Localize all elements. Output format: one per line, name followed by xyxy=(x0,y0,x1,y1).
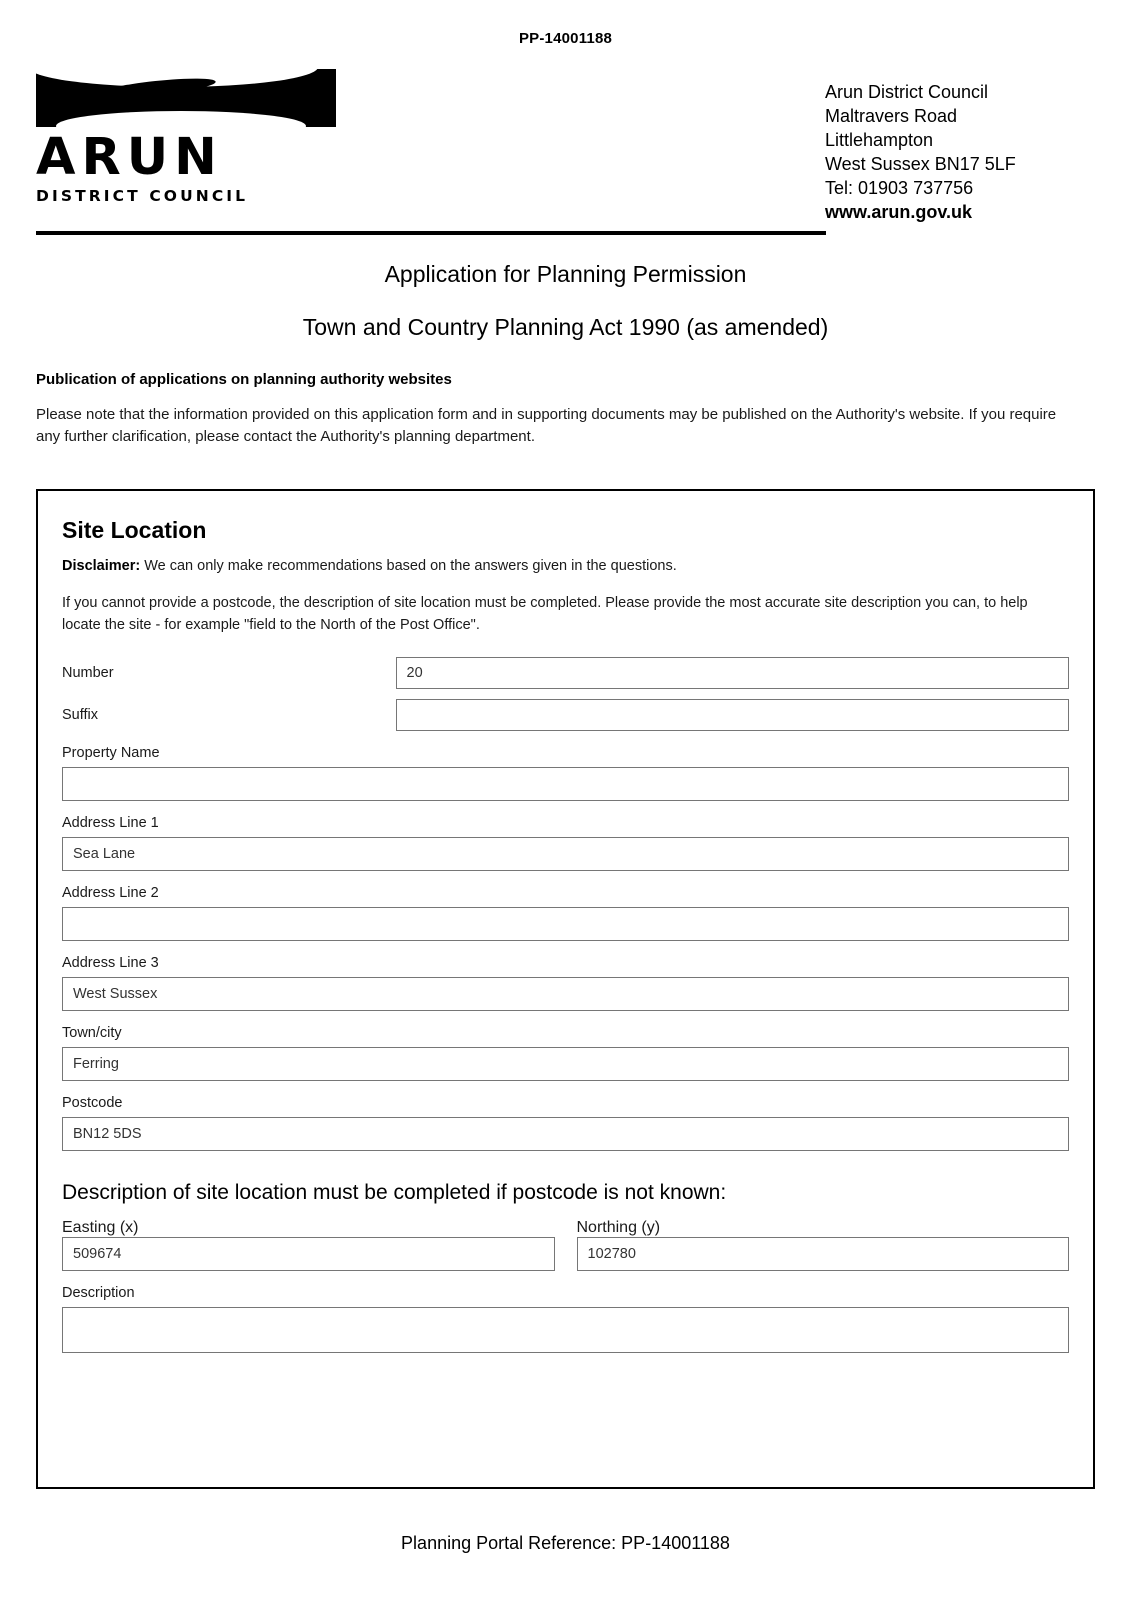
field-row-easting xyxy=(62,1219,555,1271)
document-reference-top: PP-14001188 xyxy=(518,30,613,47)
number-input[interactable]: 20 xyxy=(396,657,1070,689)
easting-input[interactable]: 509674 xyxy=(62,1237,555,1271)
page-subtitle: Town and Country Planning Act 1990 (as amended) xyxy=(302,313,829,340)
site-location-section xyxy=(36,489,1095,1489)
disclaimer-text: We can only make recommendations based on the answers given in the questions. xyxy=(140,557,677,574)
suffix-input[interactable] xyxy=(396,699,1070,731)
postcode-label: Postcode xyxy=(62,1094,123,1111)
field-row-suffix xyxy=(62,699,1069,731)
address-line-1: Arun District Council xyxy=(825,82,989,102)
field-row-number xyxy=(62,657,1069,689)
postcode-input[interactable]: BN12 5DS xyxy=(62,1117,1069,1151)
northing-label: Northing (y) xyxy=(576,1218,661,1236)
header-divider xyxy=(36,231,826,235)
document-header xyxy=(36,69,1095,225)
suffix-label: Suffix xyxy=(62,706,99,723)
address-line-2: Maltravers Road xyxy=(825,105,958,126)
town-city-input[interactable]: Ferring xyxy=(62,1047,1069,1081)
section-title: Site Location xyxy=(62,516,207,543)
field-row-postcode xyxy=(62,1095,1069,1151)
address-line-3-label: Address Line 3 xyxy=(62,954,159,971)
field-row-address-line-2 xyxy=(62,885,1069,941)
field-row-northing xyxy=(577,1219,1070,1271)
council-logo xyxy=(36,69,366,205)
description-input[interactable] xyxy=(62,1307,1069,1353)
northing-input[interactable]: 102780 xyxy=(577,1237,1070,1271)
address-website[interactable]: www.arun.gov.uk xyxy=(825,201,973,222)
field-row-property-name xyxy=(62,745,1069,801)
page-footer: Planning Portal Reference: PP-14001188 xyxy=(401,1533,730,1553)
town-city-label: Town/city xyxy=(62,1024,122,1041)
address-line-3: Littlehampton xyxy=(825,129,934,150)
description-label: Description xyxy=(62,1284,135,1301)
property-name-label: Property Name xyxy=(62,744,160,761)
description-heading: Description of site location must be completed if postcode is not known: xyxy=(62,1180,727,1204)
publication-heading: Publication of applications on planning authority websites xyxy=(36,370,452,388)
address-line-2-label: Address Line 2 xyxy=(62,884,159,901)
arun-logo-mark-icon xyxy=(36,69,336,127)
field-row-town-city xyxy=(62,1025,1069,1081)
disclaimer xyxy=(62,558,1069,574)
field-row-description xyxy=(62,1285,1069,1353)
number-label: Number xyxy=(62,664,114,681)
address-line-4: West Sussex BN17 5LF xyxy=(825,153,1016,174)
field-row-address-line-1 xyxy=(62,815,1069,871)
coordinates-row xyxy=(62,1219,1069,1271)
address-line-2-input[interactable] xyxy=(62,907,1069,941)
site-location-hint: If you cannot provide a postcode, the description of site location must be completed. Please provide the most accurate site description you can, to help locate the site - for example "field to the North of the Post Office". xyxy=(62,594,1028,634)
disclaimer-label: Disclaimer: xyxy=(62,557,141,574)
address-line-1-input[interactable]: Sea Lane xyxy=(62,837,1069,871)
address-line-1-label: Address Line 1 xyxy=(62,814,159,831)
page-title: Application for Planning Permission xyxy=(384,260,747,287)
logo-subtitle: DISTRICT COUNCIL xyxy=(36,186,249,205)
publication-body: Please note that the information provided on this application form and in supporting documents may be published on the Authority's website. If you require any further clarification, please contact the Authority's planning department. xyxy=(36,405,1057,446)
address-telephone: Tel: 01903 737756 xyxy=(825,177,974,198)
logo-wordmark: ARUN xyxy=(36,128,223,187)
council-address xyxy=(825,69,1095,225)
address-line-3-input[interactable]: West Sussex xyxy=(62,977,1069,1011)
field-row-address-line-3 xyxy=(62,955,1069,1011)
property-name-input[interactable] xyxy=(62,767,1069,801)
easting-label: Easting (x) xyxy=(62,1218,139,1236)
